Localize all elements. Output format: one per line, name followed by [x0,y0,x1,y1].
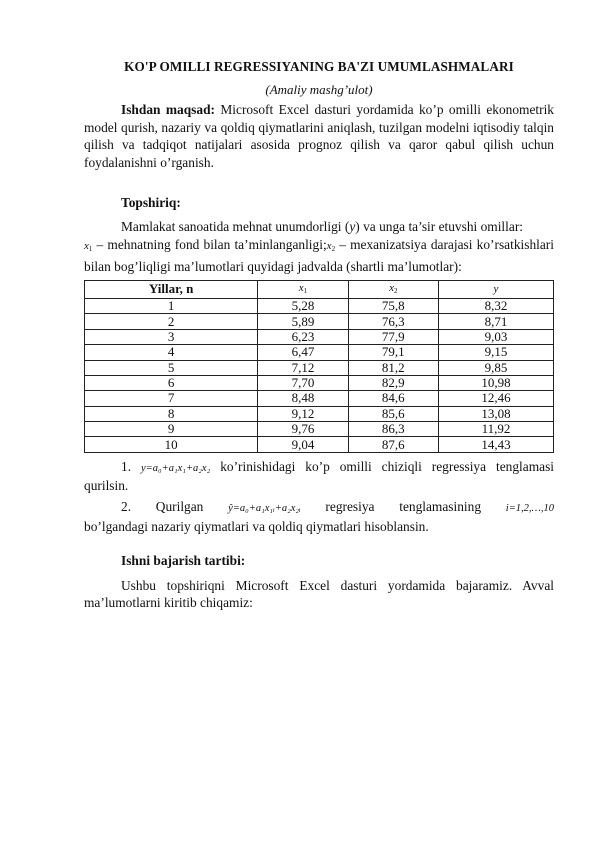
header-x2: $x_2$ [348,280,438,298]
x1-symbol: $x_1$ [84,239,93,253]
table-cell: 8,32 [438,298,553,313]
table-row [85,406,554,421]
item-1-equation: y=a₀+a₁x₁+a₂x₂ [141,462,211,474]
x2-symbol: $x_2$ [326,239,336,253]
table-row [85,314,554,329]
item-2-range: i=1,2,…,10 [505,503,554,515]
task-intro-y: y [349,219,356,235]
table-cell: 6,47 [258,345,348,360]
table-row [85,298,554,313]
item-1 [84,458,554,495]
table-row [85,422,554,437]
procedure-heading-row [84,552,554,570]
table-cell: 2 [85,314,258,329]
table-cell: 8 [85,406,258,421]
table-row [85,437,554,452]
page-subtitle: (Amaliy mashg’ulot) [265,81,373,97]
header-y: y [438,280,553,298]
table-cell: 5,28 [258,298,348,313]
table-cell: 8,71 [438,314,553,329]
table-cell: 1 [85,298,258,313]
header-x1: $x_1$ [258,280,348,298]
table-cell: 6 [85,375,258,390]
table-cell: 7,12 [258,360,348,375]
table-cell: 7,70 [258,375,348,390]
table-cell: 14,43 [438,437,553,452]
table-cell: 87,6 [348,437,438,452]
page-title: KO'P OMILLI REGRESSIYANING BA'ZI UMUMLASHMALARI [124,59,514,74]
table-cell: 85,6 [348,406,438,421]
item-1-text: ko’rinishidagi ko’p omilli chiziqli regressiya tenglamasi qurilsin. [84,458,554,494]
data-table [84,280,554,453]
x1-description: – mehnatning fond bilan ta’minlanganligi; [92,236,327,252]
table-cell: 75,8 [348,298,438,313]
table-cell: 9,85 [438,360,553,375]
item-2-text-b: regresiya tenglamasining [325,499,482,515]
table-cell: 9 [85,422,258,437]
table-cell: 13,08 [438,406,553,421]
task-intro [84,218,554,236]
table-cell: 10,98 [438,375,553,390]
x2-description: – mexanizatsiya darajasi ko’rsatkishlari bilan bog’liqligi ma’lumotlari quyidagi jadvalda (shartli ma’lumotlar): [84,236,554,275]
procedure-heading: Ishni bajarish tartibi: [121,553,246,569]
table-cell: 77,9 [348,329,438,344]
table-row [85,360,554,375]
table-cell: 9,04 [258,437,348,452]
item-1-number: 1. [121,458,132,474]
table-row [85,329,554,344]
table-cell: 86,3 [348,422,438,437]
table-cell: 5,89 [258,314,348,329]
table-cell: 81,2 [348,360,438,375]
table-cell: 76,3 [348,314,438,329]
table-cell: 9,12 [258,406,348,421]
goal-text: Microsoft Excel dasturi yordamida ko’p omilli ekonometrik model qurish, nazariy va qoldiq qiymatlarini aniqlash, tuzilgan modelni iqtisodiy talqin qilish va tadqiqot natijalari asosida prognoz qilish va qaror qabul qilish uchun foydalanishni o’rganish. [84,102,555,170]
table-row [85,375,554,390]
procedure-text: Ushbu topshiriqni Microsoft Excel dasturi yordamida bajaramiz. Avval ma’lumotlarni kiritib chiqamiz: [84,577,554,611]
table-cell: 8,48 [258,391,348,406]
item-2 [84,498,554,518]
task-heading-row [84,194,554,212]
table-cell: 9,03 [438,329,553,344]
task-description [84,236,554,276]
table-cell: 79,1 [348,345,438,360]
goal-label: Ishdan maqsad: [121,102,215,118]
table-cell: 10 [85,437,258,452]
item-2-equation: ŷ=a₀+a₁x₁ᵢ+a₂x₂ᵢ [228,503,301,515]
table-cell: 84,6 [348,391,438,406]
table-header-row [85,280,554,298]
table-cell: 12,46 [438,391,553,406]
table-cell: 5 [85,360,258,375]
item-2-continuation: bo’lgandagi nazariy qiymatlari va qoldiq qiymatlari hisoblansin. [84,518,429,534]
table-cell: 9,15 [438,345,553,360]
task-intro-text-a: Mamlakat sanoatida mehnat unumdorligi ( [121,219,350,235]
goal-paragraph [84,101,554,171]
table-cell: 82,9 [348,375,438,390]
table-cell: 11,92 [438,422,553,437]
table-cell: 7 [85,391,258,406]
item-2-number: 2. [121,499,132,515]
table-cell: 9,76 [258,422,348,437]
task-intro-text-b: ) va unga ta’sir etuvshi omillar: [355,219,523,235]
header-years: Yillar, n [85,280,258,298]
table-row [85,345,554,360]
table-cell: 3 [85,329,258,344]
document-page [84,58,554,612]
table-cell: 6,23 [258,329,348,344]
table-row [85,391,554,406]
task-heading: Topshiriq: [121,194,181,210]
item-2-text-a: Qurilgan [155,499,204,515]
table-cell: 4 [85,345,258,360]
